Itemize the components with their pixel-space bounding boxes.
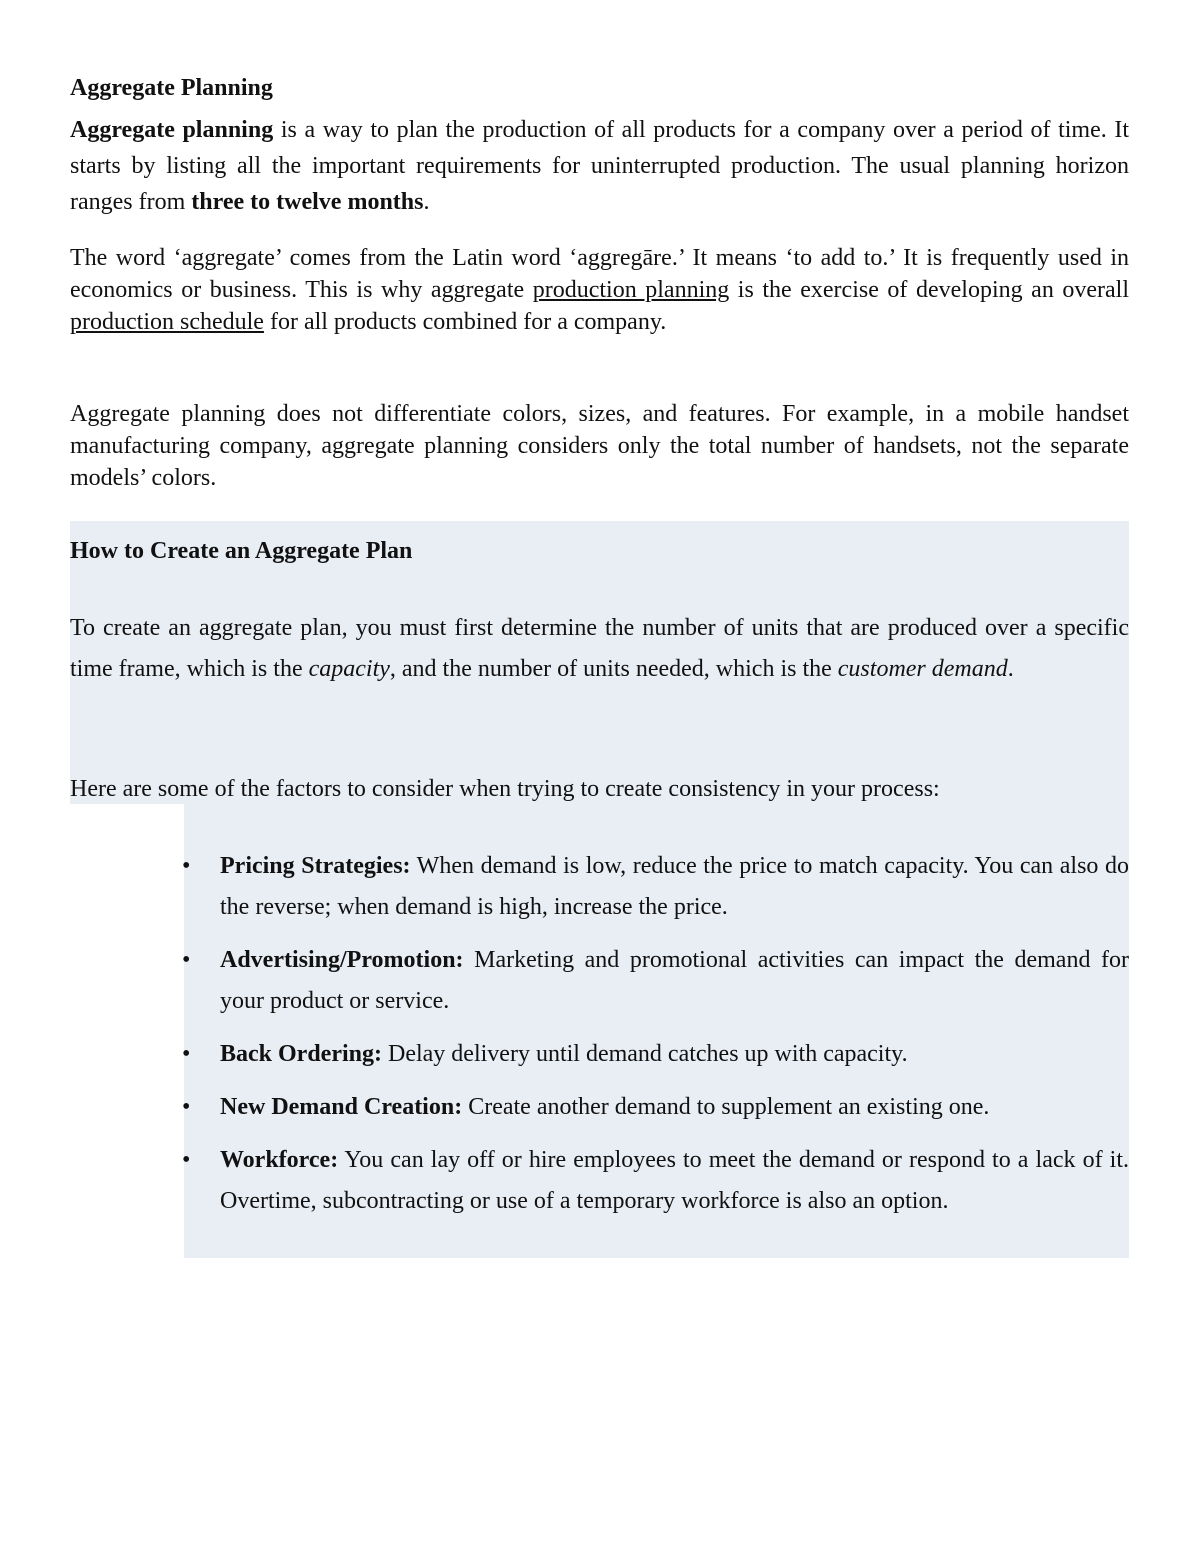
capacity-paragraph bbox=[70, 608, 1129, 690]
bullet-icon: • bbox=[182, 947, 191, 973]
differentiation-paragraph: Aggregate planning does not differentiate colors, sizes, and features. For example, in a mobile handset manufacturing company, aggregate planning considers only the total number of handsets, not the separate models’ colors. bbox=[70, 401, 1129, 491]
factors-intro: Here are some of the factors to consider when trying to create consistency in your process: bbox=[70, 776, 940, 802]
factor-text: You can lay off or hire employees to meet the demand or respond to a lack of it. Overtime, subcontracting or use of a temporary workforce is also an option. bbox=[220, 1147, 1129, 1214]
factor-label: New Demand Creation: bbox=[220, 1094, 463, 1120]
bullet-icon: • bbox=[182, 1041, 191, 1067]
section-heading: How to Create an Aggregate Plan bbox=[70, 538, 413, 564]
bullet-icon: • bbox=[182, 853, 191, 879]
bullet-icon: • bbox=[182, 1094, 191, 1120]
capacity-text: To create an aggregate plan, you must first determine the number of units that are produced over a specific time frame, which is the bbox=[70, 615, 1129, 682]
intro-bold-term: Aggregate planning bbox=[70, 117, 274, 143]
factor-text: Create another demand to supplement an existing one. bbox=[462, 1094, 990, 1120]
intro-paragraph bbox=[70, 112, 1129, 220]
factor-text: Delay delivery until demand catches up with capacity. bbox=[382, 1041, 908, 1067]
list-item bbox=[182, 1034, 1129, 1075]
list-item bbox=[182, 940, 1129, 1022]
factors-list bbox=[182, 846, 1129, 1234]
horizon-bold: three to twelve months bbox=[191, 189, 424, 215]
list-item bbox=[182, 846, 1129, 928]
etymology-paragraph bbox=[70, 242, 1129, 338]
capacity-term: capacity bbox=[308, 656, 390, 682]
factor-label: Workforce: bbox=[220, 1147, 339, 1173]
factor-label: Pricing Strategies: bbox=[220, 853, 411, 879]
factor-label: Back Ordering: bbox=[220, 1041, 382, 1067]
etymology-text-3: for all products combined for a company. bbox=[263, 309, 667, 335]
production-schedule-link[interactable]: production schedule bbox=[70, 309, 264, 335]
list-item bbox=[182, 1140, 1129, 1222]
etymology-text: The word ‘aggregate’ comes from the Latin word ‘aggregāre.’ It means ‘to add to.’ It is frequently used in economics or business. This is why aggregate bbox=[70, 245, 1129, 303]
customer-demand-term: customer demand bbox=[837, 656, 1008, 682]
page-title: Aggregate Planning bbox=[70, 75, 273, 101]
etymology-text-2: is the exercise of developing an overall bbox=[729, 277, 1130, 303]
capacity-text-2: , and the number of units needed, which is the bbox=[389, 656, 838, 682]
factor-text: Marketing and promotional activities can impact the demand for your product or service. bbox=[220, 947, 1129, 1014]
factor-text: When demand is low, reduce the price to match capacity. You can also do the reverse; when demand is high, increase the price. bbox=[220, 853, 1129, 920]
intro-end: . bbox=[423, 189, 430, 215]
capacity-text-3: . bbox=[1007, 656, 1014, 682]
intro-text: is a way to plan the production of all products for a company over a period of time. It starts by listing all the important requirements for uninterrupted production. The usual planning horizon ranges from bbox=[70, 117, 1130, 215]
factor-label: Advertising/Promotion: bbox=[220, 947, 464, 973]
bullet-icon: • bbox=[182, 1147, 191, 1173]
production-planning-link[interactable]: production planning bbox=[532, 277, 730, 303]
list-item bbox=[182, 1087, 1129, 1128]
